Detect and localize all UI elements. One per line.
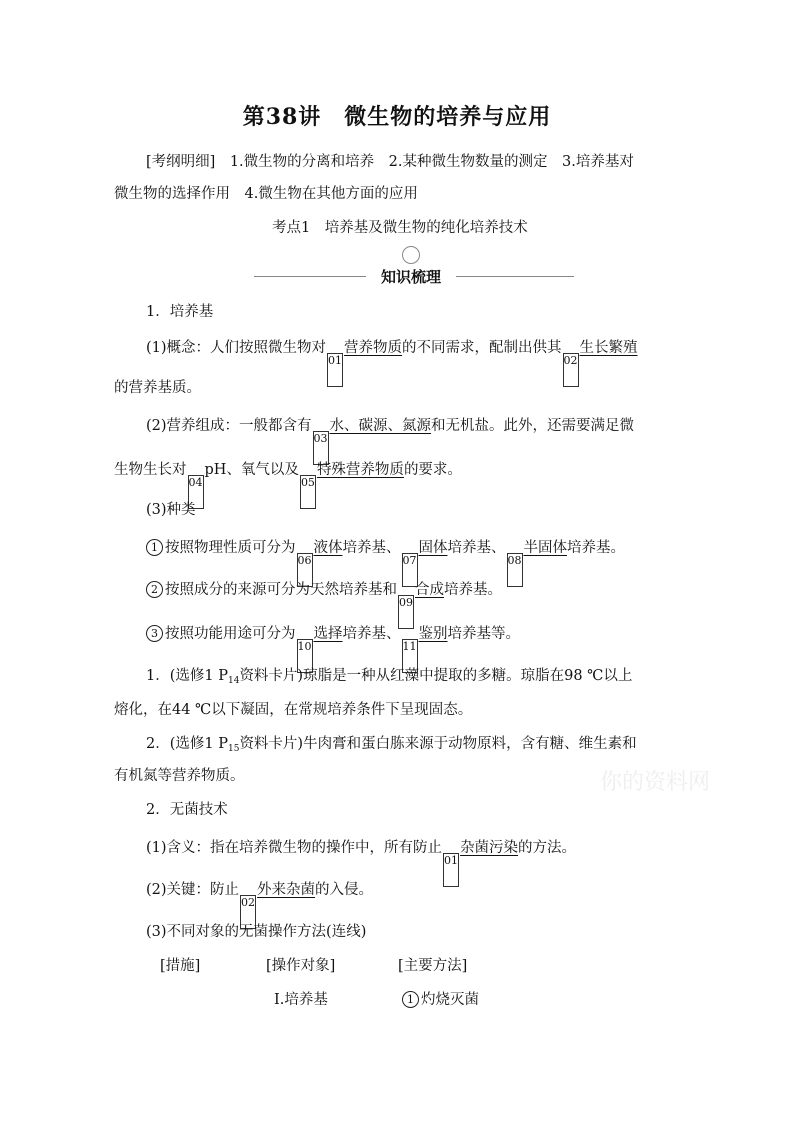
- kaodian-heading: 考点1 培养基及微生物的纯化培养技术: [272, 220, 528, 236]
- s2-heading: 2．无菌技术: [146, 802, 228, 818]
- composition-line: (2)营养组成：一般都含有03水、碳源、氮源和无机盐。此外，还需要满足微: [146, 416, 634, 465]
- section-title: 知识梳理: [380, 268, 441, 286]
- type-line-1: 1 按照物理性质可分为06液体培养基、07固体培养基、08半固体培养基。: [146, 538, 625, 587]
- watermark: 你的资料网: [600, 770, 711, 795]
- col-header-methods: [主要方法]: [398, 958, 468, 974]
- blank-number: 10: [297, 639, 313, 673]
- blank-number: 02: [563, 353, 579, 387]
- answer: 水、碳源、氮源: [329, 418, 432, 434]
- col-header-objects: [操作对象]: [266, 958, 336, 974]
- methods-heading: (3)不同对象的无菌操作方法(连线): [146, 924, 367, 940]
- blank-number: 01: [327, 353, 343, 387]
- concept-line: (1)概念：人们按照微生物对01营养物质的不同需求，配制出供其02生长繁殖: [146, 338, 638, 387]
- blank-number: 01: [443, 853, 459, 887]
- note-2-line-1: 2．(选修1 $P_{15}$资料卡片)牛肉膏和蛋白胨来源于动物原料，含有糖、维生素和: [146, 736, 637, 754]
- blank-number: 09: [398, 595, 414, 629]
- answer: 合成: [415, 582, 444, 598]
- outline-line-2: 微生物的选择作用 4.微生物在其他方面的应用: [114, 186, 418, 202]
- answer: 液体: [313, 540, 343, 556]
- composition-line-2: 生物生长对04pH、氧气以及05特殊营养物质的要求。: [114, 460, 462, 509]
- page-title: 第38讲 微生物的培养与应用: [242, 104, 552, 130]
- blank-number: 08: [507, 553, 523, 587]
- s1-heading: 1．培养基: [146, 304, 214, 320]
- col-header-measures: [措施]: [160, 958, 201, 974]
- type-line-2: 2 按照成分的来源可分为天然培养基和09合成培养基。: [146, 580, 502, 629]
- divider-left: [254, 276, 366, 277]
- blank-number: 07: [402, 553, 418, 587]
- pen-icon: [402, 246, 420, 264]
- answer: 半固体: [523, 540, 567, 556]
- blank-number: 04: [188, 475, 204, 509]
- answer: 外来杂菌: [257, 882, 316, 898]
- type-line-3: 3 按照功能用途可分为10选择培养基、11鉴别培养基等。: [146, 624, 520, 673]
- answer: 杂菌污染: [460, 840, 519, 856]
- blank-number: 06: [297, 553, 313, 587]
- meaning-line: (1)含义：指在培养微生物的操作中，所有防止01杂菌污染的方法。: [146, 838, 576, 887]
- answer: pH: [204, 462, 227, 478]
- answer: 营养物质: [344, 340, 403, 356]
- note-1-line-2: 熔化，在44 ℃以下凝固，在常规培养条件下呈现固态。: [114, 702, 473, 718]
- answer: 特殊营养物质: [316, 462, 404, 478]
- answer: 选择: [313, 626, 343, 642]
- blank-number: 03: [313, 431, 329, 465]
- blank-number: 02: [240, 895, 256, 929]
- concept-line-2: 的营养基质。: [114, 380, 201, 396]
- answer: 鉴别: [418, 626, 448, 642]
- divider-right: [456, 276, 574, 277]
- key-line: (2)关键：防止02外来杂菌的入侵。: [146, 880, 373, 929]
- note-2-line-2: 有机氮等营养物质。: [114, 768, 245, 784]
- answer: 固体: [418, 540, 448, 556]
- note-1-line-1: 1．(选修1 $P_{14}$资料卡片)琼脂是一种从红藻中提取的多糖。琼脂在98 ℃以上: [146, 668, 633, 686]
- types-heading: (3)种类: [146, 502, 196, 518]
- answer: 生长繁殖: [579, 340, 638, 356]
- blank-number: 11: [402, 639, 418, 673]
- outline-line-1: [考纲明细] 1.微生物的分离和培养 2.某种微生物数量的测定 3.培养基对: [146, 154, 634, 170]
- row1-object: Ⅰ.培养基: [274, 992, 328, 1008]
- row1-method: 1 灼烧灭菌: [402, 990, 479, 1010]
- blank-number: 05: [300, 475, 316, 509]
